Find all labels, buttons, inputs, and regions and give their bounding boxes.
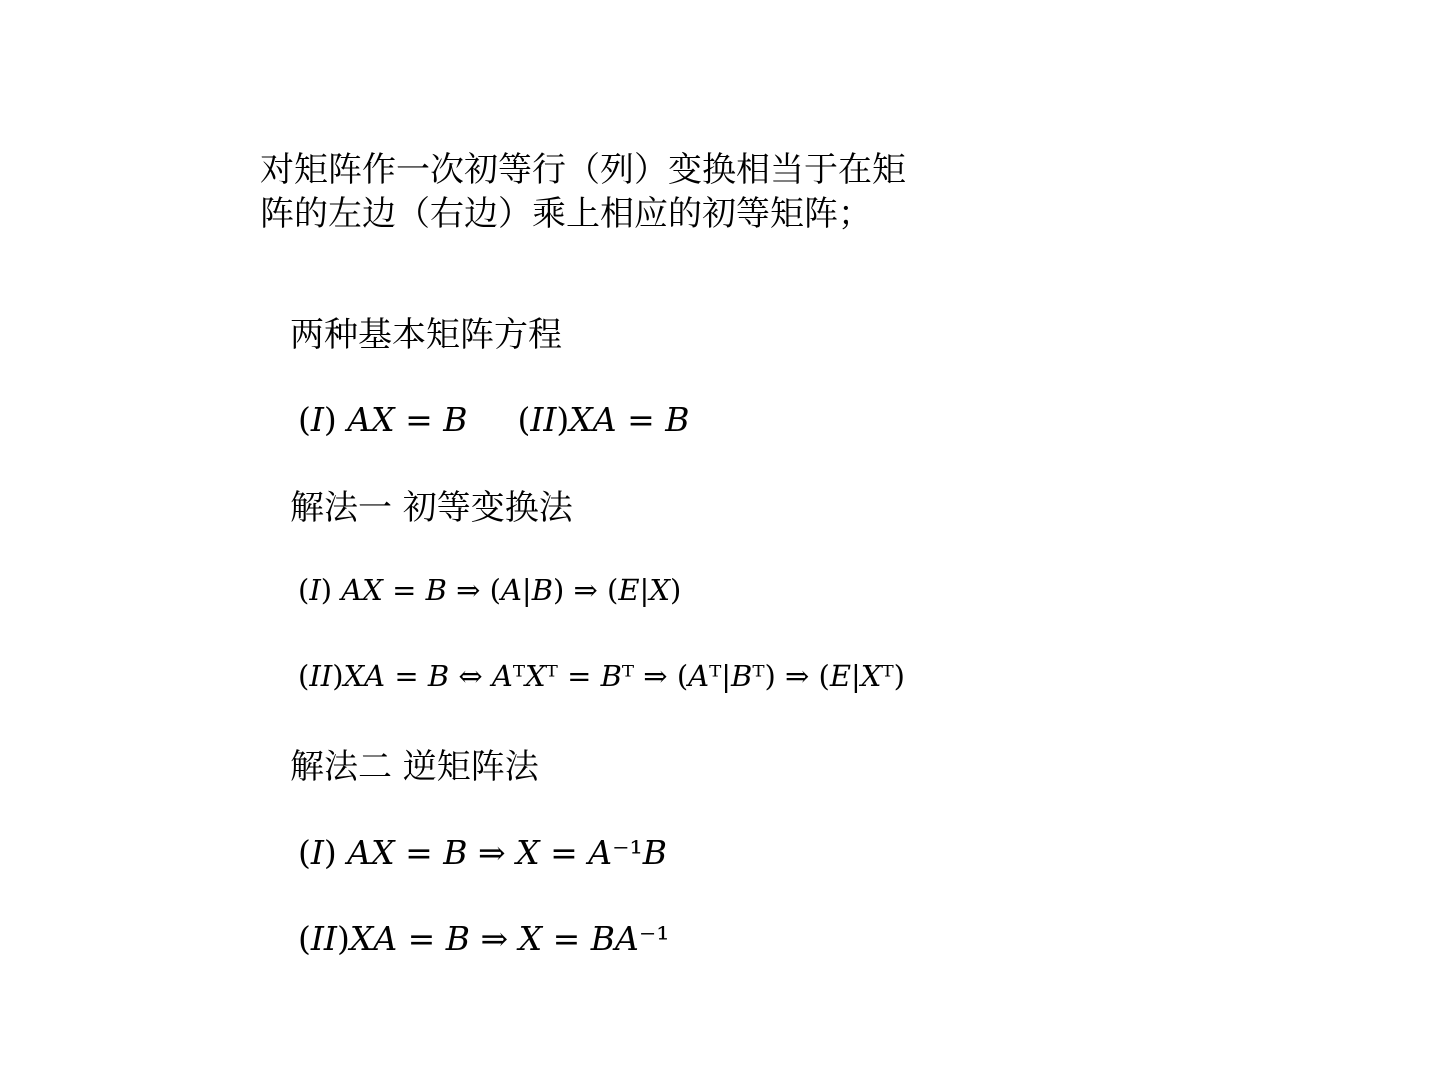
equation-type-1: (𝐼) 𝐴𝑋 = 𝐵 (298, 400, 468, 439)
method-1-line-1: (𝐼) 𝐴𝑋 = 𝐵 ⇒ (𝐴|𝐵) ⇒ (𝐸|𝑋) (298, 573, 682, 607)
intro-line-2: 阵的左边（右边）乘上相应的初等矩阵； (260, 194, 872, 234)
method-1-title: 解法一 初等变换法 (290, 488, 573, 528)
method-1-line-2: (𝐼𝐼)𝑋𝐴 = 𝐵 ⇔ 𝐴ᵀ𝑋ᵀ = 𝐵ᵀ ⇒ (𝐴ᵀ|𝐵ᵀ) ⇒ (𝐸|𝑋ᵀ) (298, 659, 905, 693)
method-2-title: 解法二 逆矩阵法 (290, 747, 539, 787)
basic-equations-title: 两种基本矩阵方程 (290, 315, 562, 355)
intro-line-1: 对矩阵作一次初等行（列）变换相当于在矩 (260, 150, 906, 190)
equation-type-2: (𝐼𝐼)𝑋𝐴 = 𝐵 (517, 400, 690, 439)
method-2-line-1: (𝐼) 𝐴𝑋 = 𝐵 ⇒ 𝑋 = 𝐴⁻¹𝐵 (298, 833, 667, 872)
method-2-line-2: (𝐼𝐼)𝑋𝐴 = 𝐵 ⇒ 𝑋 = 𝐵𝐴⁻¹ (298, 919, 670, 958)
basic-equations-row (298, 398, 690, 442)
